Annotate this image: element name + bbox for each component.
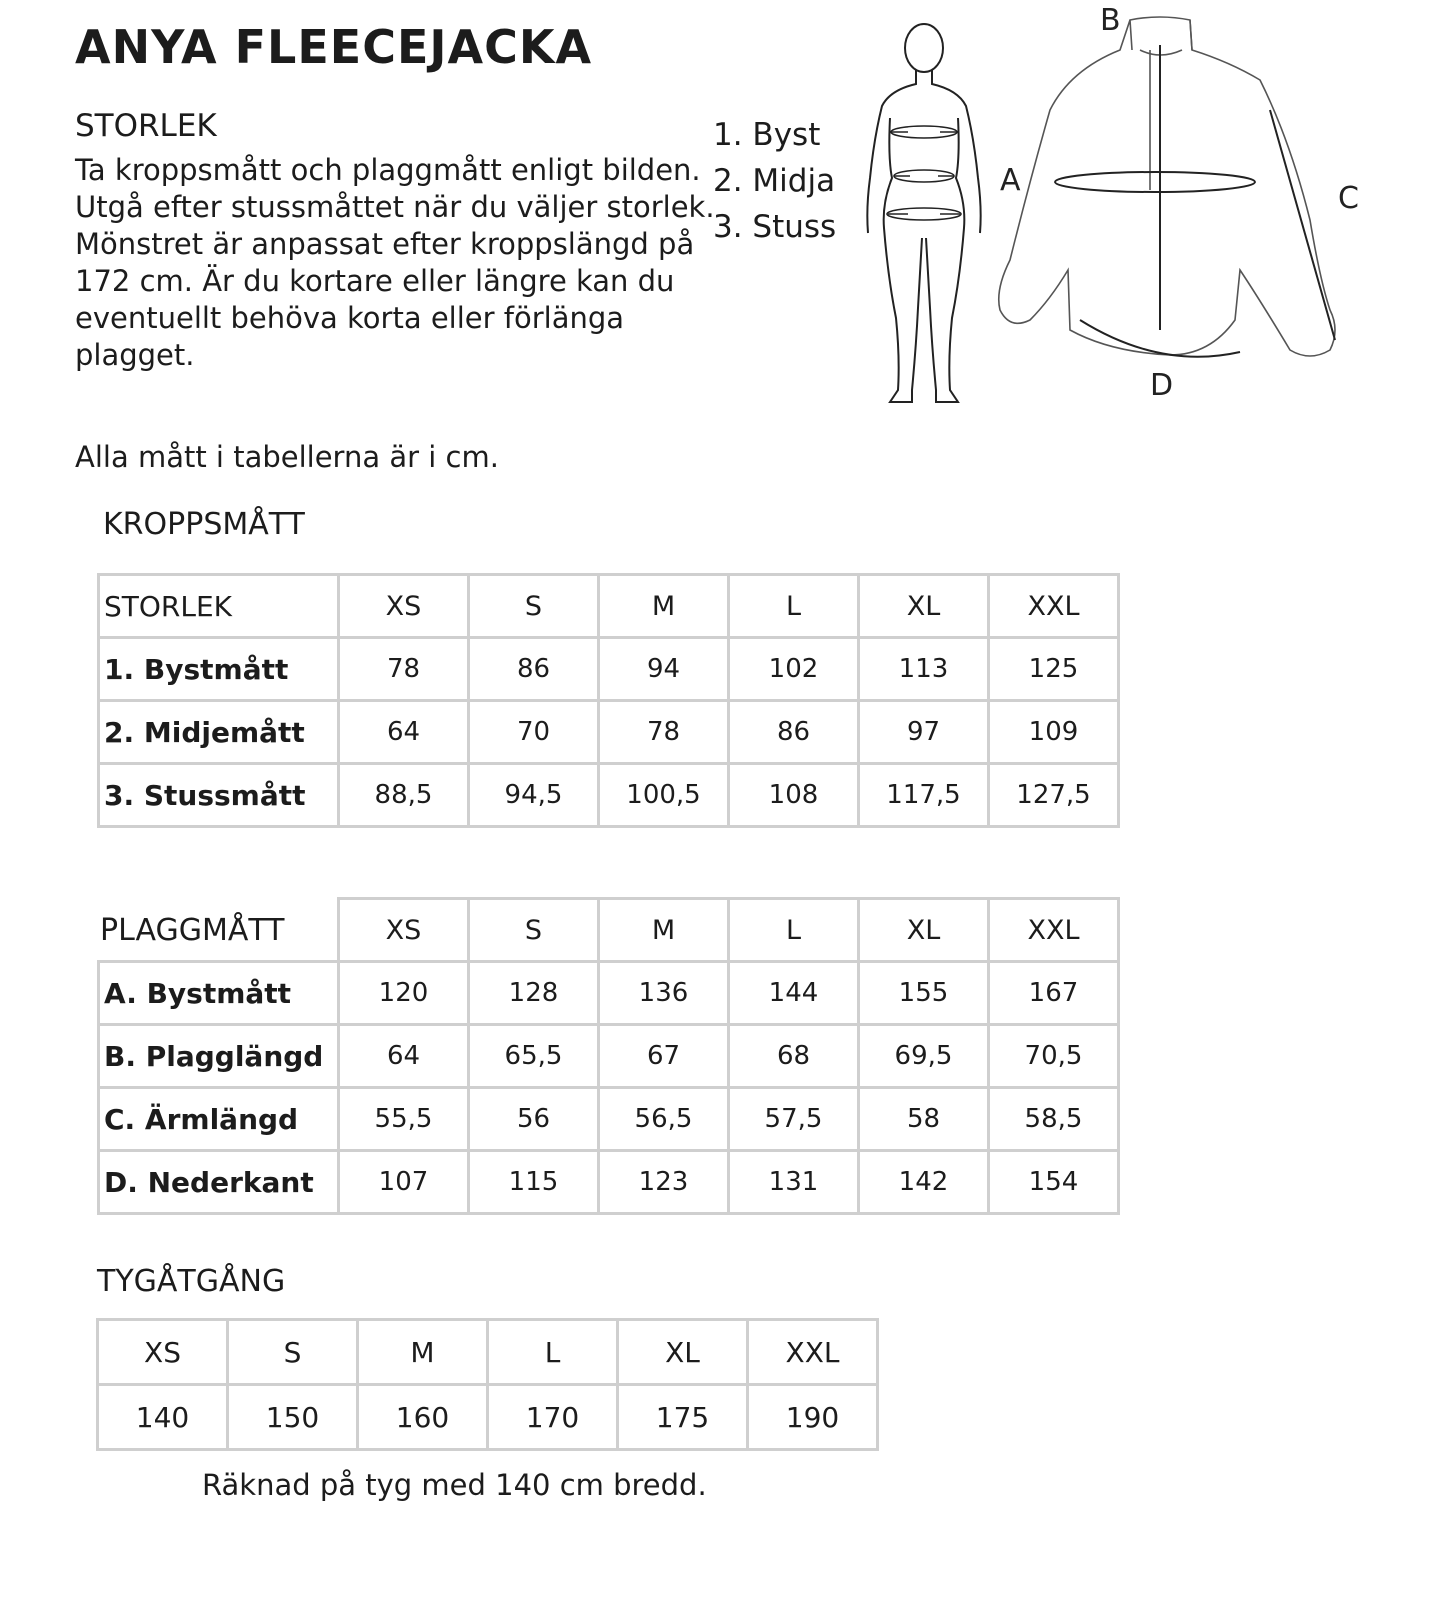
table-cell: 57,5 — [729, 1088, 859, 1151]
header-cell: L — [488, 1320, 618, 1385]
table-cell: 100,5 — [599, 764, 729, 827]
page-title: ANYA FLEECEJACKA — [75, 20, 593, 74]
table-cell: 65,5 — [469, 1025, 599, 1088]
header-cell: L — [729, 899, 859, 962]
table-cell: 68 — [729, 1025, 859, 1088]
header-cell: M — [599, 899, 729, 962]
table-cell: 86 — [729, 701, 859, 764]
units-note: Alla mått i tabellerna är i cm. — [75, 440, 499, 474]
table-cell: 131 — [729, 1151, 859, 1214]
table-cell: 144 — [729, 962, 859, 1025]
table-cell: 64 — [339, 1025, 469, 1088]
table-cell: 170 — [488, 1385, 618, 1450]
table-cell: 58 — [859, 1088, 989, 1151]
table-cell: 175 — [618, 1385, 748, 1450]
garment-table-heading: PLAGGMÅTT — [99, 899, 339, 962]
header-cell: XS — [339, 899, 469, 962]
table-cell: 140 — [98, 1385, 228, 1450]
table-cell: 142 — [859, 1151, 989, 1214]
label-c: C — [1338, 181, 1359, 216]
jacket-illustration — [990, 0, 1390, 410]
table-cell: 109 — [989, 701, 1119, 764]
table-row — [99, 1151, 1119, 1214]
table-cell: 160 — [358, 1385, 488, 1450]
table-cell: 97 — [859, 701, 989, 764]
table-cell: 56,5 — [599, 1088, 729, 1151]
header-cell: XXL — [989, 575, 1119, 638]
table-cell: 190 — [748, 1385, 878, 1450]
label-d: D — [1150, 368, 1174, 403]
table-cell: 127,5 — [989, 764, 1119, 827]
table-row — [99, 701, 1119, 764]
row-label: A. Bystmått — [99, 962, 339, 1025]
table-row — [99, 638, 1119, 701]
storlek-heading: STORLEK — [75, 108, 217, 144]
table-row — [99, 899, 1119, 962]
table-row — [99, 575, 1119, 638]
table-cell: 123 — [599, 1151, 729, 1214]
table-cell: 78 — [339, 638, 469, 701]
row-label: D. Nederkant — [99, 1151, 339, 1214]
row-label: 1. Bystmått — [99, 638, 339, 701]
header-cell: L — [729, 575, 859, 638]
table-cell: 58,5 — [989, 1088, 1119, 1151]
body-table-heading: KROPPSMÅTT — [103, 507, 305, 542]
fabric-note: Räknad på tyg med 140 cm bredd. — [202, 1468, 707, 1502]
fabric-consumption-table — [96, 1318, 879, 1451]
intro-paragraph-2: Mönstret är anpassat efter kroppslängd på 172 cm. Är du kortare eller längre kan du eventuellt behöva korta eller förlänga plagget. — [75, 227, 695, 372]
table-row — [99, 764, 1119, 827]
label-a: A — [1000, 163, 1021, 198]
body-figure-illustration — [860, 18, 990, 408]
header-cell: XXL — [748, 1320, 878, 1385]
legend-item-hip: 3. Stuss — [713, 209, 837, 245]
row-label: B. Plagglängd — [99, 1025, 339, 1088]
table-cell: 102 — [729, 638, 859, 701]
table-row — [98, 1320, 878, 1385]
table-cell: 113 — [859, 638, 989, 701]
table-cell: 70,5 — [989, 1025, 1119, 1088]
table-cell: 167 — [989, 962, 1119, 1025]
table-cell: 155 — [859, 962, 989, 1025]
table-cell: 94 — [599, 638, 729, 701]
table-cell: 56 — [469, 1088, 599, 1151]
table-cell: 107 — [339, 1151, 469, 1214]
row-label: C. Ärmlängd — [99, 1088, 339, 1151]
header-cell: XXL — [989, 899, 1119, 962]
row-label: 2. Midjemått — [99, 701, 339, 764]
header-cell: S — [469, 899, 599, 962]
table-cell: 117,5 — [859, 764, 989, 827]
table-row — [99, 962, 1119, 1025]
header-cell: XS — [98, 1320, 228, 1385]
fabric-table-heading: TYGÅTGÅNG — [97, 1264, 286, 1299]
header-cell: M — [358, 1320, 488, 1385]
table-cell: 70 — [469, 701, 599, 764]
intro-paragraph-1: Ta kroppsmått och plaggmått enligt bilden. Utgå efter stussmåttet när du väljer storlek. — [75, 153, 715, 224]
header-cell: XL — [859, 899, 989, 962]
header-cell: XL — [859, 575, 989, 638]
garment-measurements-table — [97, 897, 1120, 1215]
table-row — [98, 1385, 878, 1450]
table-cell: 64 — [339, 701, 469, 764]
header-cell: M — [599, 575, 729, 638]
table-cell: 120 — [339, 962, 469, 1025]
table-cell: 94,5 — [469, 764, 599, 827]
header-cell: XL — [618, 1320, 748, 1385]
body-measurements-table — [97, 573, 1120, 828]
header-cell: S — [469, 575, 599, 638]
header-cell: S — [228, 1320, 358, 1385]
table-cell: 88,5 — [339, 764, 469, 827]
table-row — [99, 1088, 1119, 1151]
table-cell: 78 — [599, 701, 729, 764]
label-b: B — [1100, 3, 1121, 38]
table-cell: 150 — [228, 1385, 358, 1450]
header-cell: XS — [339, 575, 469, 638]
table-cell: 128 — [469, 962, 599, 1025]
intro-text — [75, 152, 715, 374]
table-cell: 67 — [599, 1025, 729, 1088]
measure-legend — [713, 112, 836, 250]
header-cell: STORLEK — [99, 575, 339, 638]
table-cell: 115 — [469, 1151, 599, 1214]
table-row — [99, 1025, 1119, 1088]
table-cell: 154 — [989, 1151, 1119, 1214]
legend-item-waist: 2. Midja — [713, 163, 836, 199]
table-cell: 55,5 — [339, 1088, 469, 1151]
table-cell: 125 — [989, 638, 1119, 701]
table-cell: 108 — [729, 764, 859, 827]
table-cell: 69,5 — [859, 1025, 989, 1088]
legend-item-bust: 1. Byst — [713, 117, 821, 153]
row-label: 3. Stussmått — [99, 764, 339, 827]
table-cell: 136 — [599, 962, 729, 1025]
table-cell: 86 — [469, 638, 599, 701]
